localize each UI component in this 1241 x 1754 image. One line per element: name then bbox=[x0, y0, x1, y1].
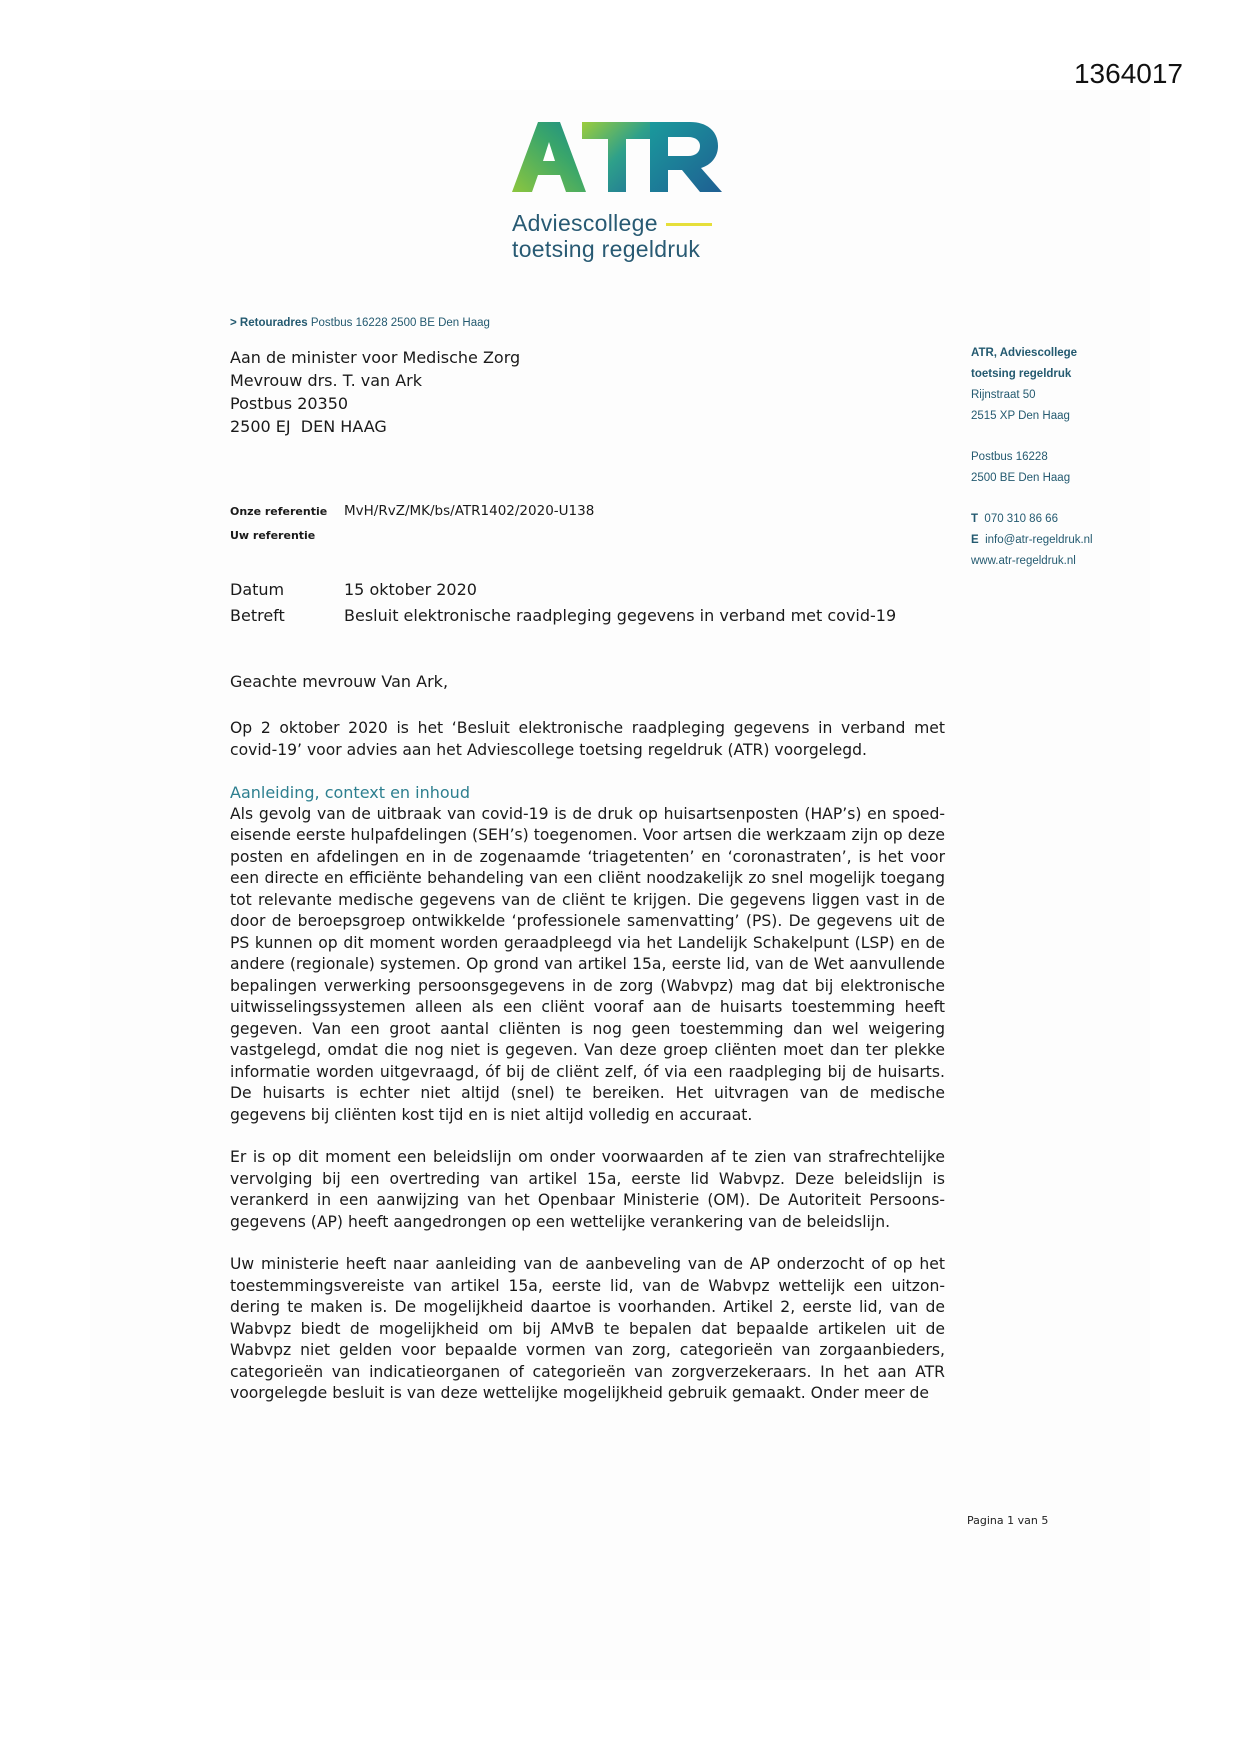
logo-line1-text: Adviescollege bbox=[512, 210, 658, 236]
document-number: 1364017 bbox=[1073, 58, 1183, 89]
sender-postal-city: 2515 XP Den Haag bbox=[971, 410, 1070, 422]
sender-email bbox=[971, 530, 1171, 551]
logo-text-line2: toetsing regeldruk bbox=[512, 236, 701, 262]
return-address-label: > Retouradres bbox=[230, 317, 308, 329]
sender-name-line2: toetsing regeldruk bbox=[971, 368, 1072, 380]
recipient-line: Mevrouw drs. T. van Ark bbox=[230, 371, 423, 390]
atr-wordmark bbox=[512, 122, 722, 198]
date-row bbox=[230, 576, 896, 602]
our-reference-row bbox=[230, 499, 594, 523]
sender-pobox-city: 2500 BE Den Haag bbox=[971, 472, 1071, 484]
sender-pobox: Postbus 16228 bbox=[971, 451, 1048, 463]
body-paragraph: Als gevolg van de uitbraak van covid-19 is de druk op huisartsenposten (HAP’s) en spoed-eisende eerste hulpafdelingen (SEH’s) toegenomen. Voor artsen die werkzaam zijn op deze posten en afdelingen en in de zogenaamde ‘triagetenten’ en ‘coronastraten’, is het voor een directe en efficiënte behandeling van een cliënt noodzakelijk zo snel mogelijk toegang tot relevante medische gegevens van de cliënt te krijgen. Die gegevens liggen vast in de door de beroepsgroep ontwikkelde ‘professionele samenvatting’ (PS). De gegevens uit de PS kunnen op dit moment worden geraadpleegd via het Landelijk Schakelpunt (LSP) en de andere (regionale) systemen. Op grond van artikel 15a, eerste lid, van de Wet aanvullende bepalingen verwerking persoonsgegevens in de zorg (Wabvpz) mag dat bij elektronische uitwisselingssystemen alleen als een cliënt vooraf aan de huisarts toestemming heeft gegeven. Van een groot aantal cliënten is nog geen toestemming dan wel weigering vastgelegd, omdat die nog niet is gegeven. Van deze groep cliënten moet dan ter plekke informatie worden uitgevraagd, óf bij de cliënt zelf, óf via een raadpleging bij de huisarts. De huisarts is echter niet altijd (snel) te bereiken. Het uitvragen van de medische gegevens bij cliënten kost tijd en is niet altijd volledig en accuraat. bbox=[230, 804, 945, 1124]
our-reference-value: MvH/RvZ/MK/bs/ATR1402/2020-U138 bbox=[344, 503, 595, 519]
subject-value: Besluit elektronische raadpleging gegevens in verband met covid-19 bbox=[344, 605, 897, 625]
letter-body bbox=[230, 718, 945, 1426]
body-paragraph: Uw ministerie heeft naar aanleiding van de aanbeveling van de AP onderzocht of op het toestemmingsvereiste van artikel 15a, eerste lid, van de Wabvpz wettelijk een uitzon-dering te maken is. De mogelijkheid daartoe is voorhanden. Artikel 2, eerste lid, van de Wabvpz biedt de mogelijkheid om bij AMvB te bepalen dat bepaalde artikelen uit de Wabvpz niet gelden voor bepaalde vormen van zorg, categorieën van zorgaanbieders, categorieën van indicatieorganen of categorieën van zorgverzekeraars. In het aan ATR voorgelegde besluit is van deze wettelijke mogelijkheid gebruik gemaakt. Onder meer de bbox=[230, 1255, 945, 1402]
sender-phone bbox=[971, 509, 1171, 530]
sidebar-spacer bbox=[971, 489, 1171, 509]
recipient-line: Aan de minister voor Medische Zorg bbox=[230, 348, 521, 367]
intro-paragraph: Op 2 oktober 2020 is het ‘Besluit elektronische raadpleging gegevens in verband met covid-19’ voor advies aan het Adviescollege toetsing regeldruk (ATR) voorgelegd. bbox=[230, 719, 945, 759]
our-reference-label: Onze referentie bbox=[230, 504, 328, 518]
recipient-block bbox=[230, 346, 520, 438]
salutation: Geachte mevrouw Van Ark, bbox=[230, 672, 449, 691]
logo-accent-dash bbox=[666, 223, 712, 226]
logo-text-line1 bbox=[512, 210, 722, 236]
section-heading: Aanleiding, context en inhoud bbox=[230, 783, 470, 802]
date-label: Datum bbox=[230, 579, 285, 599]
your-reference-label: Uw referentie bbox=[230, 528, 316, 542]
your-reference-row bbox=[230, 523, 594, 547]
subject-label: Betreft bbox=[230, 605, 285, 625]
sender-name-line1: ATR, Adviescollege bbox=[971, 347, 1078, 359]
phone-label: T bbox=[971, 513, 979, 525]
sidebar-spacer bbox=[971, 427, 1171, 447]
sender-street: Rijnstraat 50 bbox=[971, 389, 1036, 401]
page-number: Pagina 1 van 5 bbox=[967, 1514, 1049, 1527]
phone-value: 070 310 86 66 bbox=[984, 513, 1058, 525]
email-label: E bbox=[971, 534, 979, 546]
references-block bbox=[230, 499, 594, 547]
return-address-value: Postbus 16228 2500 BE Den Haag bbox=[310, 317, 490, 329]
sender-website-link[interactable]: www.atr-regeldruk.nl bbox=[971, 555, 1076, 567]
return-address bbox=[230, 317, 490, 329]
body-paragraph: Er is op dit moment een beleidslijn om onder voorwaarden af te zien van strafrechtelijke vervolging bij een overtreding van artikel 15a, eerste lid Wabvpz. Deze beleidslijn is verankerd in een aanwijzing van het Openbaar Ministerie (OM). De Autoriteit Persoons-gegevens (AP) heeft aangedrongen op een wettelijke verankering van de beleidslijn. bbox=[230, 1148, 945, 1231]
recipient-line: 2500 EJ DEN HAAG bbox=[230, 417, 387, 436]
sender-sidebar bbox=[971, 343, 1171, 572]
subject-row bbox=[230, 602, 896, 628]
email-link[interactable]: info@atr-regeldruk.nl bbox=[985, 534, 1093, 546]
recipient-line: Postbus 20350 bbox=[230, 394, 349, 413]
meta-block bbox=[230, 576, 896, 628]
date-value: 15 oktober 2020 bbox=[344, 579, 477, 599]
atr-logo bbox=[512, 122, 722, 262]
